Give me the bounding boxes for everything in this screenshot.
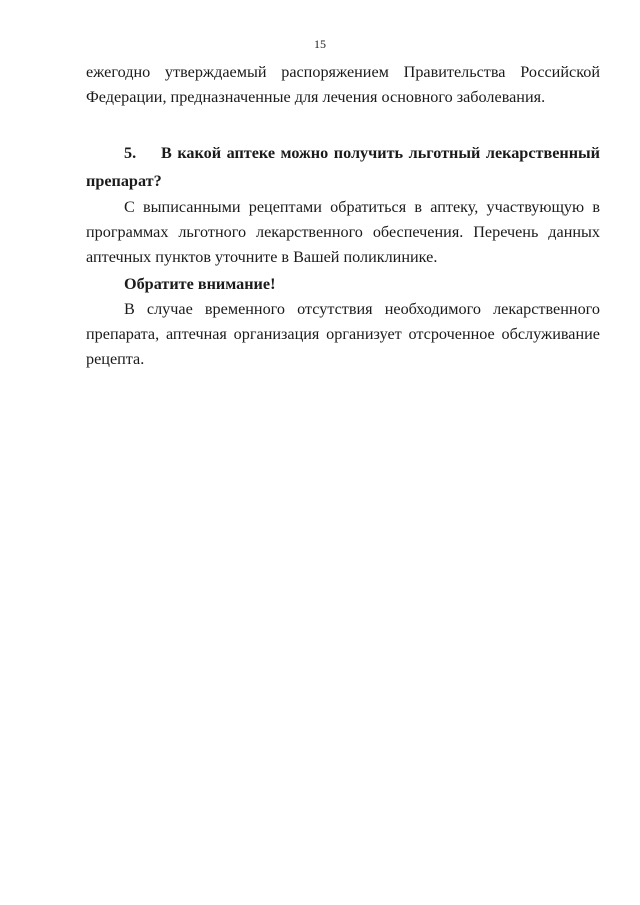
section-5-number: 5. [124, 144, 137, 162]
intro-paragraph: ежегодно утверждаемый распоряжением Правительства Российской Федерации, предназначенные для лечения основного заболевания. [86, 63, 600, 106]
attention-body: В случае временного отсутствия необходимого лекарственного препарата, аптечная организация организует отсроченное обслуживание рецепта. [86, 300, 600, 368]
page-number: 15 [314, 37, 326, 51]
attention-heading: Обратите внимание! [124, 275, 276, 293]
section-5-heading [86, 139, 600, 195]
section-5-title: В какой аптеке можно получить льготный лекарственный препарат? [86, 144, 600, 190]
section-5-body: С выписанными рецептами обратиться в аптеку, участвующую в программах льготного лекарственного обеспечения. Перечень данных аптечных пунктов уточните в Вашей поликлинике. [86, 198, 600, 266]
page-content [86, 60, 600, 372]
